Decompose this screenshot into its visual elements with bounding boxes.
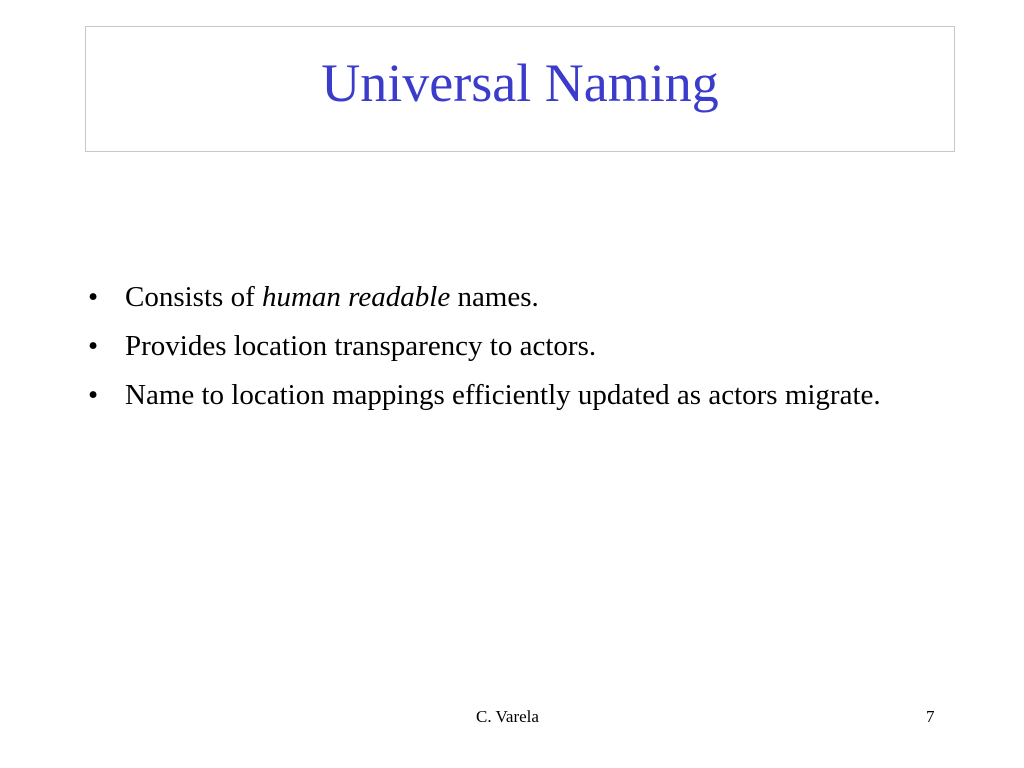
bullet-text: names. <box>450 281 539 313</box>
bullet-list <box>88 277 918 424</box>
bullet-item <box>88 326 918 366</box>
bullet-item <box>88 375 918 415</box>
bullet-marker: • <box>88 379 99 411</box>
slide-title: Universal Naming <box>321 53 719 113</box>
bullet-emphasis: human readable <box>261 281 451 313</box>
bullet-text: Provides location transparency to actors. <box>125 330 597 362</box>
bullet-marker: • <box>88 281 99 313</box>
bullet-item <box>88 277 918 317</box>
footer-author: C. Varela <box>476 707 539 726</box>
title-box <box>85 26 955 152</box>
bullet-text: Name to location mappings efficiently updated as actors migrate. <box>125 379 881 411</box>
bullet-text: Consists of <box>125 281 262 313</box>
page-number: 7 <box>926 707 935 726</box>
bullet-marker: • <box>88 330 99 362</box>
